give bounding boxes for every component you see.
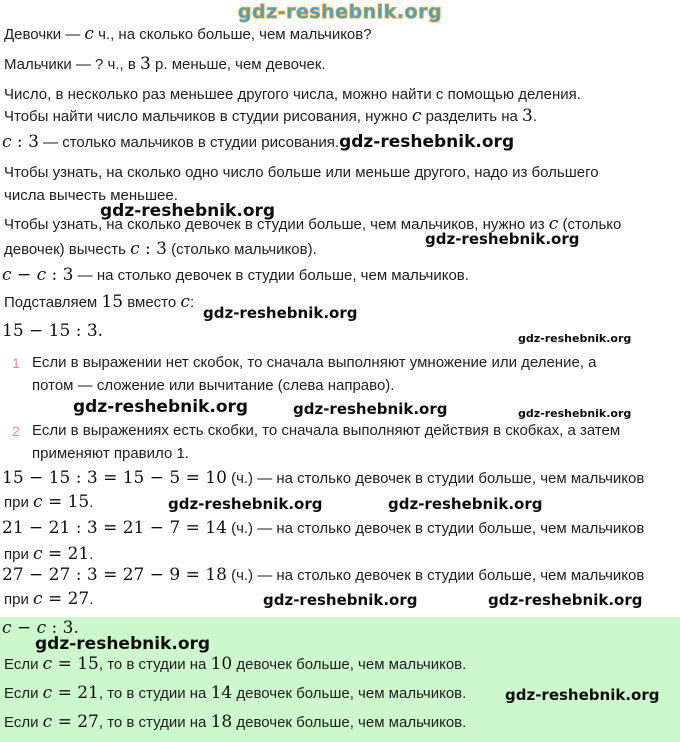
expression-with-15-line [2,321,103,342]
text-segment: — на столько девочек в студии больше, чем мальчиков. [73,267,469,284]
answer-27-line [4,712,466,733]
text-segment: , то в студии на [98,656,211,673]
watermark-text: gdz-reshebnik.org [293,400,448,418]
watermark [35,634,210,655]
rule-1-number [12,353,20,374]
math-var: c [2,132,12,152]
math-var: c [36,618,47,638]
list-number: 2 [12,423,20,439]
calc-15-line [2,468,644,489]
text-segment: Девочки — [4,26,85,43]
text-segment: применяют правило 1. [32,445,189,462]
watermark-text: gdz-reshebnik.org [488,591,643,609]
math-expression: = 27 [42,589,90,609]
text-segment: потом — сложение или вычитание (слева направо). [32,377,395,394]
text-segment: девочек больше, чем мальчиков. [232,714,467,731]
math-expression: : 3. [46,618,79,638]
text-segment: р. меньше, чем девочек. [150,56,326,73]
text-segment: (ч.) — на столько девочек в студии больше, чем мальчиков [226,520,645,537]
math-var: c [180,292,190,312]
watermark [73,397,248,418]
text-segment: (столько мальчиков). [166,241,317,258]
text-segment: числа вычесть меньшее. [4,187,178,204]
watermark [203,303,357,324]
text-segment: (ч.) — на столько девочек в студии больше, чем мальчиков [226,567,645,584]
watermark [518,327,631,349]
math-var: c [33,492,43,512]
math-number: 15 [101,292,124,312]
math-number: 3 [522,106,533,126]
text-segment: : [189,294,195,311]
math-expression: − [11,265,37,285]
watermark-text: gdz-reshebnik.org [168,495,323,513]
text-segment: девочек) вычесть [4,241,131,258]
condition-boys-line [4,54,326,75]
watermark [293,399,447,420]
calc-27-line [2,565,644,586]
text-segment: Если [4,685,43,702]
text-segment: . [89,546,94,563]
math-var: c [33,544,43,564]
watermark-text: gdz-reshebnik.org [388,495,543,513]
text-segment: ч., на сколько больше, чем мальчиков? [93,26,372,43]
text-segment: Если в выражениях есть скобки, то сначала выполняют действия в скобках, а затем [32,422,621,439]
math-number: 18 [210,712,233,732]
watermark-text: gdz-reshebnik.org [505,686,660,704]
text-segment: . [89,591,94,608]
watermark-text: gdz-reshebnik.org [425,230,580,248]
watermark-text: gdz-reshebnik.org [518,407,632,420]
text-segment: (столько [558,216,622,233]
text-segment: разделить на [421,108,523,125]
rule-2-line [32,420,620,441]
math-expression: : 3 [46,265,74,285]
math-expression: 15 − 15 : 3. [2,321,104,341]
math-var: c [42,683,53,703]
boys-expression-line [2,132,514,153]
text-segment: Подставляем [4,294,102,311]
site-logo-watermark: gdz-reshebnik.org [237,1,443,23]
explanation-line [4,239,317,260]
text-segment: девочек больше, чем мальчиков. [232,685,467,702]
answer-15-line [4,654,466,675]
text-segment: девочек больше, чем мальчиков. [232,656,467,673]
watermark-text: gdz-reshebnik.org [73,397,249,417]
text-segment: Если [4,714,43,731]
explanation-line [4,106,537,127]
calc-21-condition-line [4,544,93,565]
text-segment: . [89,494,94,511]
math-var: c [42,712,53,732]
math-expression: : 3 [139,239,167,259]
text-segment: , то в студии на [98,685,211,702]
calc-15-condition-line [4,492,93,513]
math-var: c [33,589,43,609]
watermark [488,590,642,611]
text-segment: Число, в несколько раз меньшее другого числа, можно найти с помощью деления. [4,86,581,103]
math-number: 3 [140,54,151,74]
math-var: c [130,239,140,259]
math-var: c [84,24,94,44]
substitution-line [4,292,194,313]
math-expression: − [11,618,37,638]
explanation-line [4,162,599,183]
text-segment: вместо [123,294,181,311]
math-number: 14 [210,683,233,703]
rule-1-line [32,352,597,373]
watermark [168,494,322,515]
watermark [388,494,542,515]
text-segment: при [4,546,34,563]
text-segment: Чтобы узнать, на сколько девочек в студии больше, чем мальчиков, нужно из [4,216,549,233]
explanation-line [4,84,581,105]
math-expression: 21 − 21 : 3 = 21 − 7 = 14 [2,518,227,538]
math-expression: 27 − 27 : 3 = 27 − 9 = 18 [2,565,227,585]
math-var: c [42,654,53,674]
condition-girls-line [4,24,372,45]
answer-21-line [4,683,466,704]
math-var: c [411,106,422,126]
difference-expression-line [2,265,469,286]
text-segment: , то в студии на [98,714,211,731]
calc-21-line [2,518,644,539]
math-expression: : 3 [11,132,39,152]
math-expression: = 15 [42,492,90,512]
watermark-text: gdz-reshebnik.org [518,332,632,345]
math-expression: = 21 [42,544,90,564]
math-expression: = 27 [52,712,99,732]
math-var: c [2,265,12,285]
watermark: gdz-reshebnik.org [339,132,515,152]
text-segment: Если [4,656,43,673]
watermark-text: gdz-reshebnik.org [263,591,418,609]
text-segment: . [532,108,538,125]
list-number: 1 [12,355,20,371]
text-segment: Чтобы найти число мальчиков в студии рисования, нужно [4,108,412,125]
math-expression: 15 − 15 : 3 = 15 − 5 = 10 [2,468,227,488]
math-expression: = 21 [52,683,99,703]
text-segment: — столько мальчиков в студии рисования. [38,134,340,151]
text-segment: Чтобы узнать, на сколько одно число больше или меньше другого, надо из большего [4,164,599,181]
watermark-text: gdz-reshebnik.org [35,634,211,654]
calc-27-condition-line [4,589,93,610]
rule-2-number [12,421,20,442]
math-number: 10 [210,654,233,674]
math-var: c [2,618,12,638]
text-segment: Если в выражении нет скобок, то сначала выполняют умножение или деление, а [32,354,597,371]
text-segment: Мальчики — ? ч., в [4,56,141,73]
math-var: c [548,214,559,234]
watermark-text: gdz-reshebnik.org [100,201,276,221]
watermark [263,590,417,611]
rule-2-line [32,443,189,464]
math-var: c [36,265,47,285]
watermark-text: gdz-reshebnik.org [203,304,358,322]
math-expression: = 15 [52,654,99,674]
watermark [505,685,659,706]
text-segment: (ч.) — на столько девочек в студии больше, чем мальчиков [226,470,645,487]
text-segment: при [4,591,34,608]
rule-1-line [32,375,394,396]
text-segment: при [4,494,34,511]
watermark [425,229,579,250]
